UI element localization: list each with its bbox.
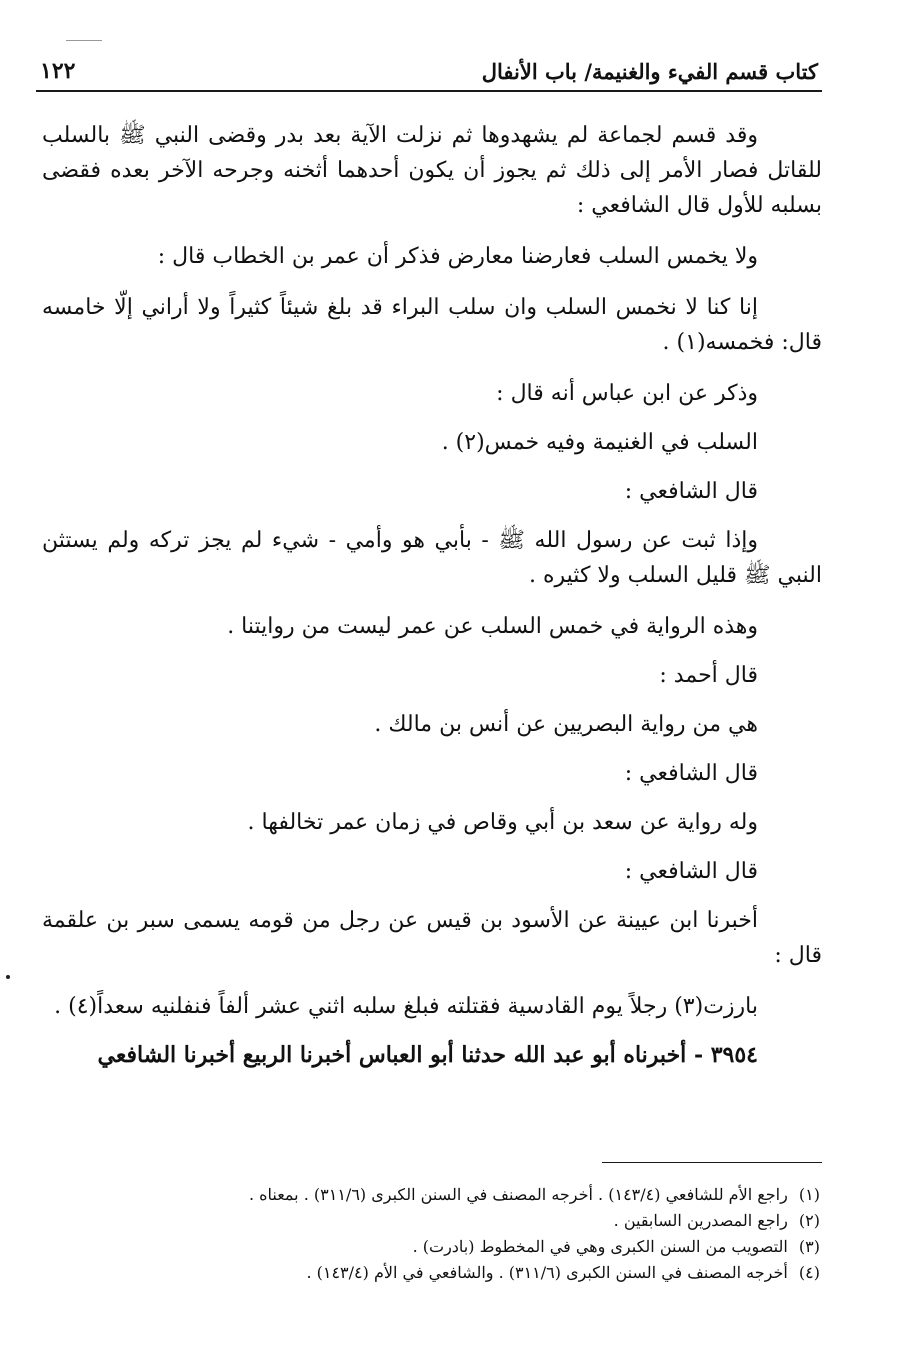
footnote-item bbox=[60, 1260, 820, 1286]
footnotes bbox=[60, 1182, 820, 1286]
scan-mark bbox=[66, 40, 102, 41]
paragraph: ولا يخمس السلب فعارضنا معارض فذكر أن عمر بن الخطاب قال : bbox=[157, 244, 758, 269]
running-header bbox=[36, 50, 822, 92]
footnote-text: راجع المصدرين السابقين . bbox=[613, 1211, 788, 1230]
footnote-number: (١) bbox=[798, 1185, 820, 1204]
paragraph: قال الشافعي : bbox=[624, 859, 758, 884]
footnote-number: (٤) bbox=[798, 1263, 820, 1282]
main-text bbox=[42, 118, 822, 1089]
footnote-separator bbox=[602, 1162, 822, 1163]
footnote-text: أخرجه المصنف في السنن الكبرى (٣١١/٦) . والشافعي في الأم (١٤٣/٤) . bbox=[306, 1263, 788, 1282]
paragraph: قال أحمد : bbox=[659, 663, 758, 688]
hadith-number-paragraph: ٣٩٥٤ - أخبرناه أبو عبد الله حدثنا أبو العباس أخبرنا الربيع أخبرنا الشافعي bbox=[97, 1042, 758, 1068]
header-title: كتاب قسم الفيء والغنيمة/ باب الأنفال bbox=[481, 59, 818, 84]
paragraph: وإذا ثبت عن رسول الله ﷺ - بأبي هو وأمي - شيء لم يجز تركه ولم يستثن النبي ﷺ قليل السلب ولا كثيره . bbox=[42, 528, 822, 588]
page-number: ١٢٢ bbox=[40, 58, 76, 84]
scan-speck bbox=[6, 975, 10, 979]
paragraph: وله رواية عن سعد بن أبي وقاص في زمان عمر تخالفها . bbox=[247, 810, 758, 835]
paragraph: وذكر عن ابن عباس أنه قال : bbox=[496, 381, 758, 406]
paragraph: إنا كنا لا نخمس السلب وان سلب البراء قد بلغ شيئاً كثيراً ولا أراني إلّا خامسه قال: فخمسه(١) . bbox=[42, 295, 822, 355]
footnote-number: (٢) bbox=[798, 1211, 820, 1230]
footnote-item bbox=[60, 1182, 820, 1208]
paragraph: بارزت(٣) رجلاً يوم القادسية فقتلته فبلغ سلبه اثني عشر ألفاً فنفلنيه سعداً(٤) . bbox=[54, 994, 758, 1019]
footnote-text: التصويب من السنن الكبرى وهي في المخطوط (بادرت) . bbox=[412, 1237, 788, 1256]
paragraph: وقد قسم لجماعة لم يشهدوها ثم نزلت الآية بعد بدر وقضى النبي ﷺ بالسلب للقاتل فصار الأمر إلى ذلك ثم يجوز أن يكون أحدهما أثخنه وجرحه الآخر بعده فقضى بسلبه للأول قال الشافعي : bbox=[42, 123, 822, 218]
paragraph: وهذه الرواية في خمس السلب عن عمر ليست من روايتنا . bbox=[227, 614, 758, 639]
paragraph: قال الشافعي : bbox=[624, 761, 758, 786]
footnote-item bbox=[60, 1234, 820, 1260]
footnote-text: راجع الأم للشافعي (١٤٣/٤) . أخرجه المصنف في السنن الكبرى (٣١١/٦) . بمعناه . bbox=[248, 1185, 788, 1204]
footnote-item bbox=[60, 1208, 820, 1234]
paragraph: أخبرنا ابن عيينة عن الأسود بن قيس عن رجل من قومه يسمى سبر بن علقمة قال : bbox=[42, 908, 822, 968]
paragraph: هي من رواية البصريين عن أنس بن مالك . bbox=[374, 712, 758, 737]
paragraph: السلب في الغنيمة وفيه خمس(٢) . bbox=[441, 430, 758, 455]
footnote-number: (٣) bbox=[798, 1237, 820, 1256]
paragraph: قال الشافعي : bbox=[624, 479, 758, 504]
